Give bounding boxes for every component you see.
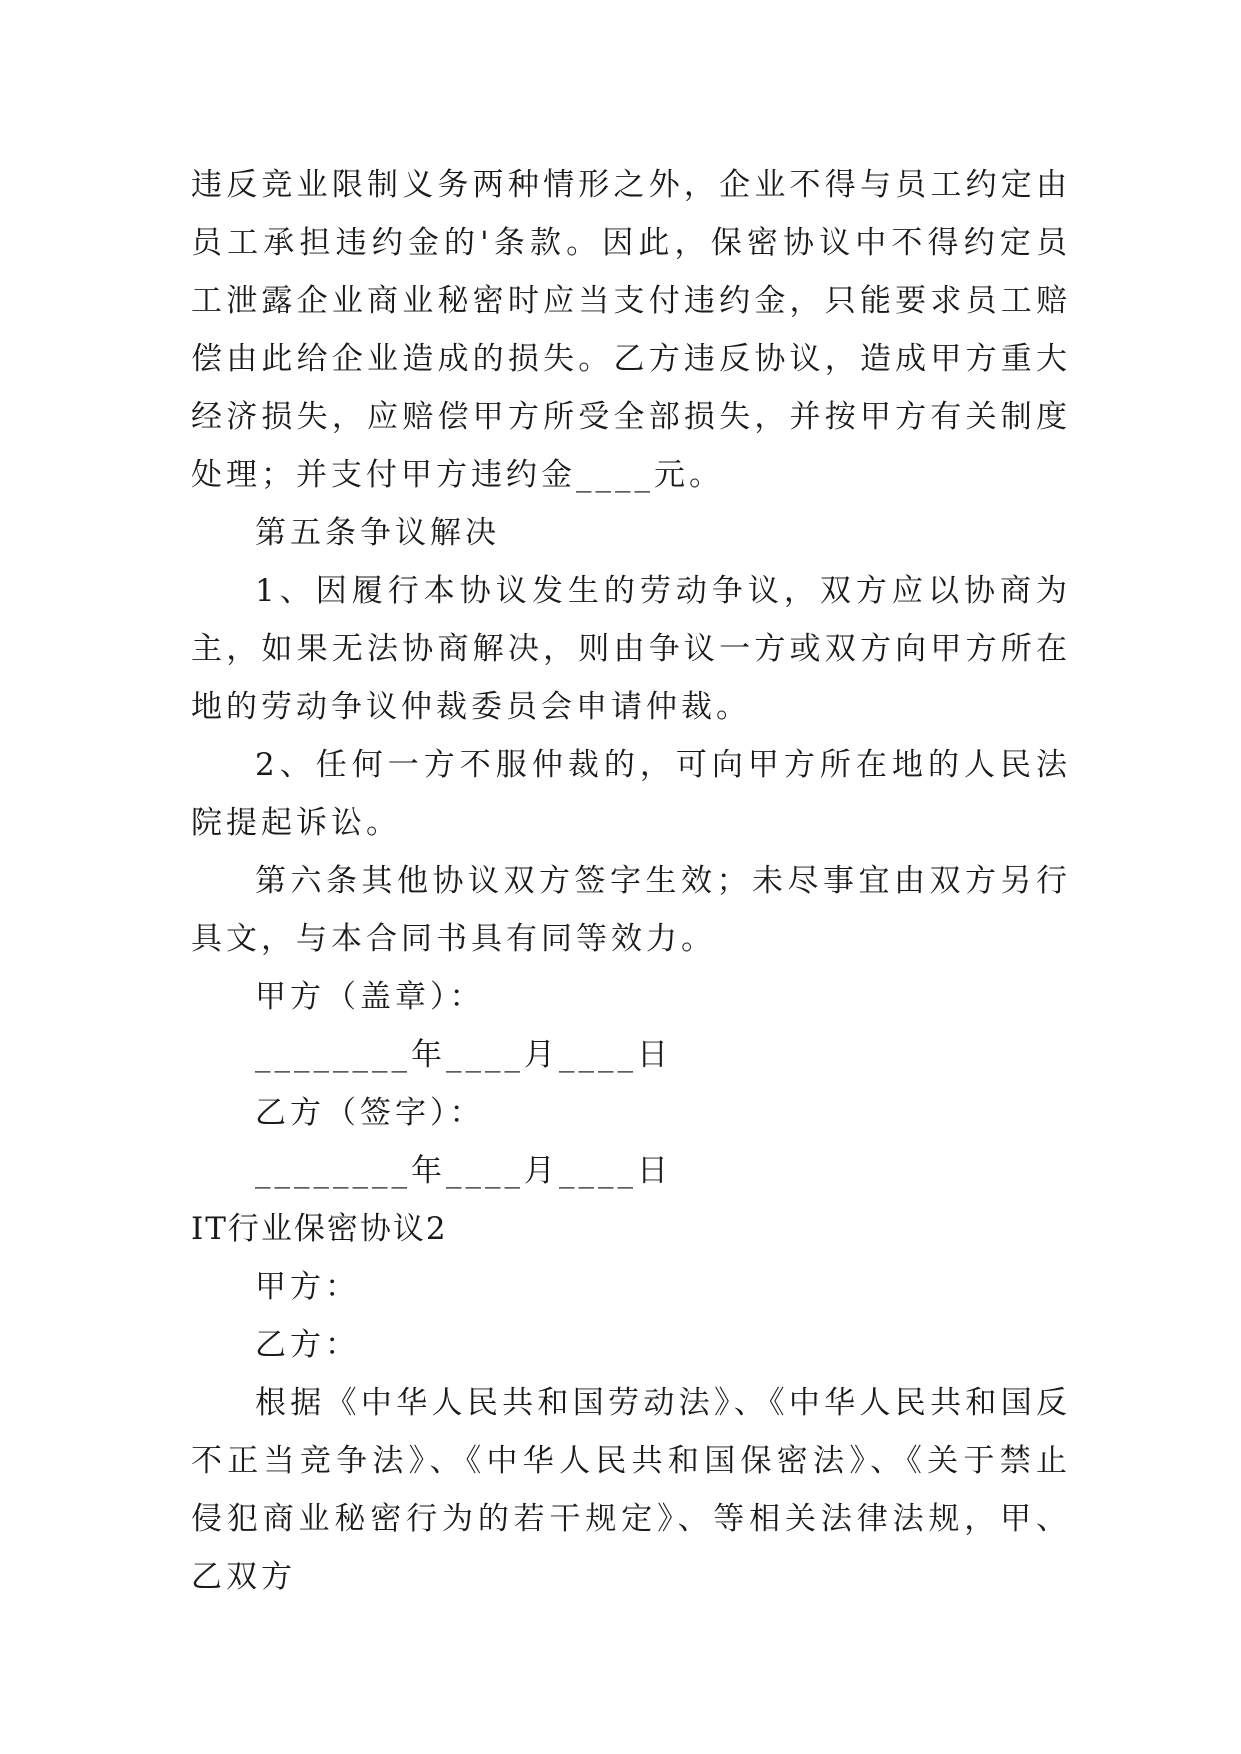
paragraph-dispute-item-2: 2、任何一方不服仲裁的，可向甲方所在地的人民法院提起诉讼。 — [191, 747, 1071, 841]
paragraph-dispute-item-1: 1、因履行本协议发生的劳动争议，双方应以协商为主，如果无法协商解决，则由争议一方或双方向甲方所在地的劳动争议仲裁委员会申请仲裁。 — [191, 573, 1071, 725]
party-a-date-line: ________年____月____日 — [255, 1037, 672, 1073]
paragraph-legal-basis: 根据《中华人民共和国劳动法》、《中华人民共和国反不正当竞争法》、《中华人民共和国保密法》、《关于禁止侵犯商业秘密行为的若干规定》、等相关法律法规，甲、乙双方 — [191, 1385, 1071, 1595]
document-title-2: IT行业保密协议2 — [191, 1211, 448, 1247]
paragraph-other-provisions: 第六条其他协议双方签字生效；未尽事宜由双方另行具文，与本合同书具有同等效力。 — [191, 863, 1071, 957]
party-b-sign-label: 乙方（签字）： — [255, 1095, 485, 1131]
paragraph-penalty-clause: 违反竞业限制义务两种情形之外，企业不得与员工约定由员工承担违约金的'条款。因此，保密协议中不得约定员工泄露企业商业秘密时应当支付违约金，只能要求员工赔偿由此给企业造成的损失。乙方违反协议，造成甲方重大经济损失，应赔偿甲方所受全部损失，并按甲方有关制度处理；并支付甲方违约金____元。 — [191, 167, 1071, 493]
document-body — [191, 156, 1071, 1606]
party-a-label: 甲方： — [255, 1269, 360, 1305]
party-b-date-line: ________年____月____日 — [255, 1153, 672, 1189]
section-heading-dispute-resolution: 第五条争议解决 — [255, 515, 500, 551]
party-b-label: 乙方： — [255, 1327, 360, 1363]
party-a-seal-label: 甲方（盖章）： — [255, 979, 485, 1015]
